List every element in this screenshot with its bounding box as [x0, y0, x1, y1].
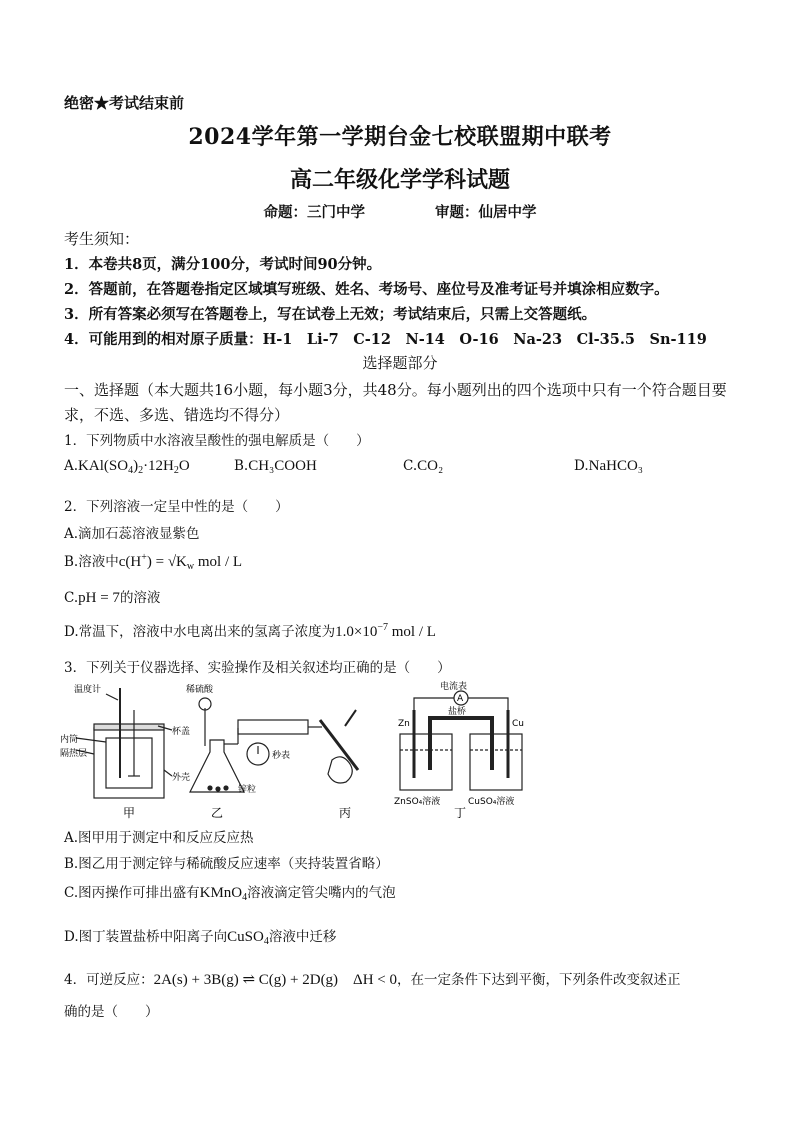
conical-flask — [190, 740, 244, 792]
label-thermometer: 温度计 — [74, 685, 102, 695]
q3-figure — [60, 680, 540, 820]
exam-title: 2024学年第一学期台金七校联盟期中联考 — [188, 124, 612, 150]
label-ammeter: 电流表 — [440, 682, 468, 692]
part1-instructions: 一、选择题（本大题共16小题，每小题3分，共48分。每小题列出的四个选项中只有一个符合题目要求，不选、多选、错选均不得分） — [64, 381, 727, 424]
q3-option-b: B.图乙用于测定锌与稀硫酸反应速率（夹持装置省略） — [64, 856, 389, 872]
reviewer: 审题：仙居中学 — [435, 204, 537, 221]
q1-option-a: $A.KAl(SO_4)_2\cdot 12H_2O$ — [64, 458, 190, 476]
q3-stem: 3．下列关于仪器选择、实验操作及相关叙述均正确的是（ ） — [64, 660, 451, 676]
q2-option-b: B.溶液中$c(H^+) = √K_w$ mol / L — [64, 552, 243, 572]
q4-stem: 4．可逆反应：2A(s) + 3B(g) ⇌ C(g) + 2D(g) ΔH < 0，在一定条件下达到平衡，下列条件改变叙述正 — [64, 972, 681, 988]
beaker-right — [470, 734, 522, 790]
label-lid: 杯盖 — [172, 727, 191, 737]
authors-line — [0, 201, 800, 222]
q3-option-c: C.图丙操作可排出盛有KMnO$_4$溶液滴定管尖嘴内的气泡 — [64, 885, 396, 903]
hand — [328, 757, 352, 783]
setter: 命题：三门中学 — [263, 204, 365, 221]
label-zn: Zn — [398, 719, 410, 729]
label-stopwatch: 秒表 — [272, 751, 291, 761]
section-title: 选择题部分 — [362, 354, 438, 372]
secret-label: 绝密★考试结束前 — [64, 94, 185, 112]
calorimeter-inner — [106, 738, 152, 788]
label-acid: 稀硫酸 — [186, 685, 214, 695]
q2-option-d: D.常温下，溶液中水电离出来的氢离子浓度为$1.0\times 10^{-7}$ mol / L — [64, 622, 436, 640]
syringe — [238, 720, 308, 734]
label-zinc: 锌粒 — [238, 785, 257, 795]
label-meter-a: A — [457, 694, 464, 704]
caption-bing: 丙 — [338, 806, 352, 820]
notice-item: 3．所有答案必须写在答题卷上，写在试卷上无效；考试结束后，只需上交答题纸。 — [64, 306, 597, 323]
caption-ding: 丁 — [453, 806, 467, 820]
label-bridge: 盐桥 — [448, 707, 467, 717]
label-insulation: 隔热层 — [60, 749, 88, 759]
q3-option-a: A.图甲用于测定中和反应反应热 — [64, 830, 254, 846]
q1-option-c: C.CO₂ — [403, 458, 444, 474]
q1-stem: 1．下列物质中水溶液呈酸性的强电解质是（ ） — [64, 433, 370, 449]
q2-option-a: A.滴加石蕊溶液显紫色 — [64, 526, 200, 542]
exam-subtitle: 高二年级化学学科试题 — [289, 167, 510, 193]
label-shell: 外壳 — [172, 773, 191, 783]
notice-item: 1．本卷共8页，满分100分，考试时间90分钟。 — [64, 256, 382, 273]
caption-yi: 乙 — [210, 806, 224, 820]
burette — [320, 720, 358, 770]
notice-heading: 考生须知： — [64, 230, 140, 248]
q1-option-d: D.NaHCO₃ — [574, 458, 644, 474]
q2-option-c: C.pH = 7的溶液 — [64, 590, 161, 606]
q3-option-d: D.图丁装置盐桥中阳离子向CuSO$_4$溶液中迁移 — [64, 929, 337, 947]
notice-item: 2．答题前，在答题卷指定区域填写班级、姓名、考场号、座位号及准考证号并填涂相应数字。 — [64, 281, 669, 298]
label-cuso4: CuSO₄溶液 — [468, 797, 515, 807]
label-inner: 内筒 — [60, 735, 79, 745]
notice-item: 4．可能用到的相对原子质量：H-1 Li-7 C-12 N-14 O-16 Na-23 Cl-35.5 Sn-119 — [64, 331, 707, 348]
caption-jia: 甲 — [122, 806, 136, 820]
q2-stem: 2．下列溶液一定呈中性的是（ ） — [64, 499, 289, 515]
label-znso4: ZnSO₄溶液 — [394, 797, 441, 807]
q4-stem-line2: 确的是（ ） — [64, 1004, 159, 1020]
label-cu: Cu — [512, 719, 524, 729]
salt-bridge — [430, 718, 492, 770]
q1-option-b: B.CH₃COOH — [234, 458, 317, 474]
beaker-left — [400, 734, 452, 790]
